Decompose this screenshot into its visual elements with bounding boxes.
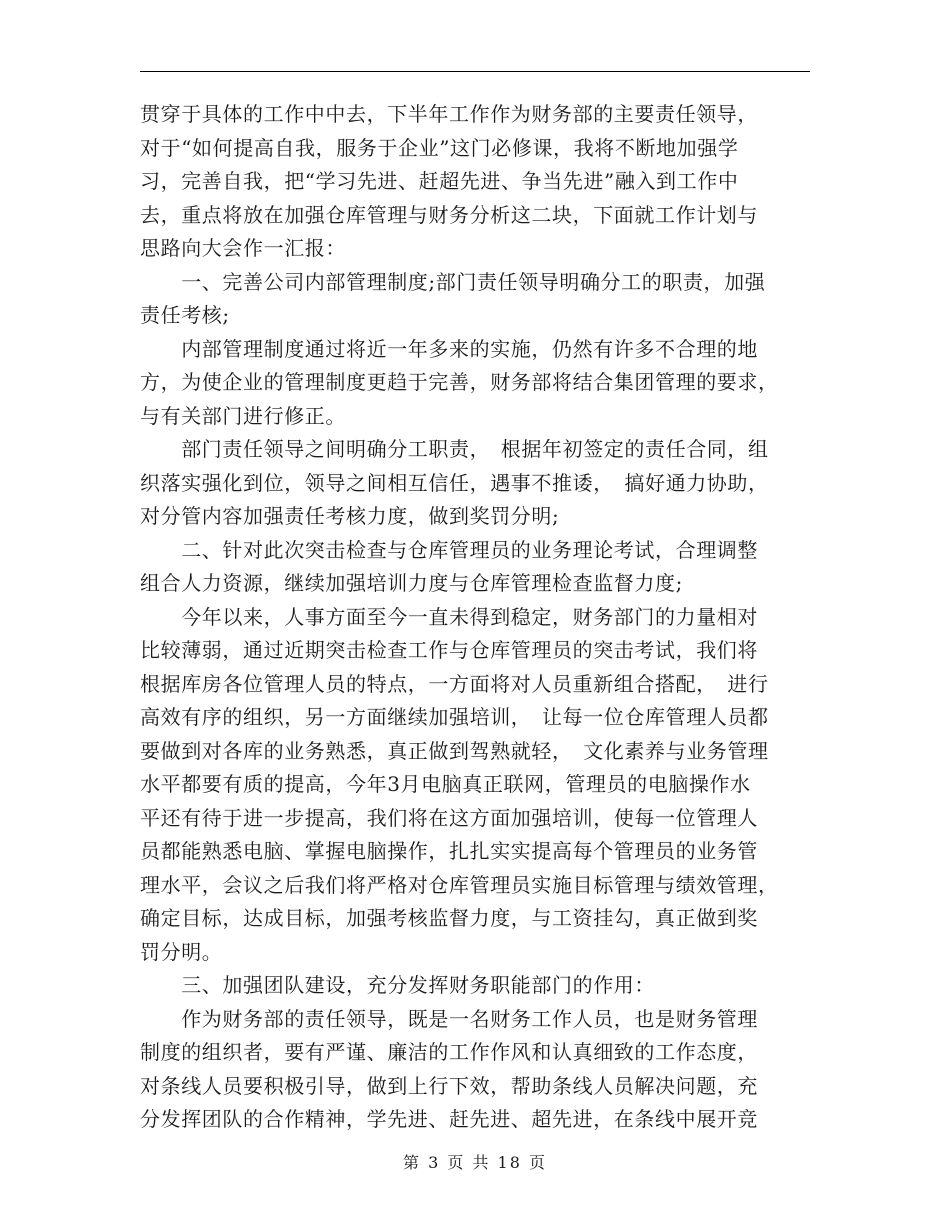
text-line: 分发挥团队的合作精神，学先进、赶先进、超先进，在条线中展开竞 xyxy=(140,1107,758,1131)
text-line: 员都能熟悉电脑、掌握电脑操作，扎扎实实提高每个管理员的业务管 xyxy=(140,839,758,863)
text-line: 一、完善公司内部管理制度;部门责任领导明确分工的职责，加强 xyxy=(140,269,766,294)
text-line: 确定目标，达成目标，加强考核监督力度，与工资挂勾，真正做到奖 xyxy=(140,906,758,930)
text-line: 水平都要有质的提高，今年3月电脑真正联网，管理员的电脑操作水 xyxy=(140,772,751,796)
text-line: 比较薄弱，通过近期突击检查工作与仓库管理员的突击考试，我们将 xyxy=(140,638,758,662)
text-line: 思路向大会作一汇报： xyxy=(140,236,346,260)
text-line: 今年以来，人事方面至今一直未得到稳定，财务部门的力量相对 xyxy=(140,604,758,629)
text-line: 对条线人员要积极引导，做到上行下效，帮助条线人员解决问题，充 xyxy=(140,1073,758,1098)
page-footer: 第 3 页 共 18 页 xyxy=(403,1153,547,1172)
text-line: 方，为使企业的管理制度更趋于完善，财务部将结合集团管理的要求， xyxy=(140,370,779,394)
text-line: 二、针对此次突击检查与仓库管理员的业务理论考试，合理调整 xyxy=(140,537,758,562)
text-line: 组合人力资源，继续加强培训力度与仓库管理检查监督力度; xyxy=(140,571,683,595)
text-line: 高效有序的组织，另一方面继续加强培训， 让每一位仓库管理人员都 xyxy=(140,705,769,729)
text-line: 内部管理制度通过将近一年多来的实施，仍然有许多不合理的地 xyxy=(140,336,758,361)
text-line: 制度的组织者，要有严谨、廉洁的工作作风和认真细致的工作态度， xyxy=(140,1040,758,1064)
header-rule xyxy=(140,71,810,72)
text-line: 对分管内容加强责任考核力度，做到奖罚分明; xyxy=(140,504,560,528)
text-line: 部门责任领导之间明确分工职责， 根据年初签定的责任合同，组 xyxy=(140,437,769,461)
text-line: 责任考核; xyxy=(140,303,230,327)
text-line: 与有关部门进行修正。 xyxy=(140,403,346,428)
body-text xyxy=(140,98,810,1137)
text-line: 三、加强团队建设，充分发挥财务职能部门的作用： xyxy=(140,973,655,997)
text-line: 去，重点将放在加强仓库管理与财务分析这二块，下面就工作计划与 xyxy=(140,202,758,227)
text-line: 对于“如何提高自我，服务于企业”这门必修课，我将不断地加强学 xyxy=(140,135,739,160)
text-line: 习，完善自我，把“学习先进、赶超先进、争当先进”融入到工作中 xyxy=(140,169,739,193)
text-line: 根据库房各位管理人员的特点，一方面将对人员重新组合搭配， 进行 xyxy=(140,671,769,696)
text-line: 理水平，会议之后我们将严格对仓库管理员实施目标管理与绩效管理， xyxy=(140,872,779,897)
text-line: 要做到对各库的业务熟悉，真正做到驾熟就轻， 文化素养与业务管理 xyxy=(140,738,769,763)
text-line: 作为财务部的责任领导，既是一名财务工作人员，也是财务管理 xyxy=(140,1006,758,1031)
text-line: 织落实强化到位，领导之间相互信任，遇事不推诿， 搞好通力协助， xyxy=(140,470,769,495)
text-line: 罚分明。 xyxy=(140,939,223,964)
text-line: 平还有待于进一步提高，我们将在这方面加强培训，使每一位管理人 xyxy=(140,805,758,830)
text-line: 贯穿于具体的工作中中去，下半年工作作为财务部的主要责任领导， xyxy=(140,102,758,126)
